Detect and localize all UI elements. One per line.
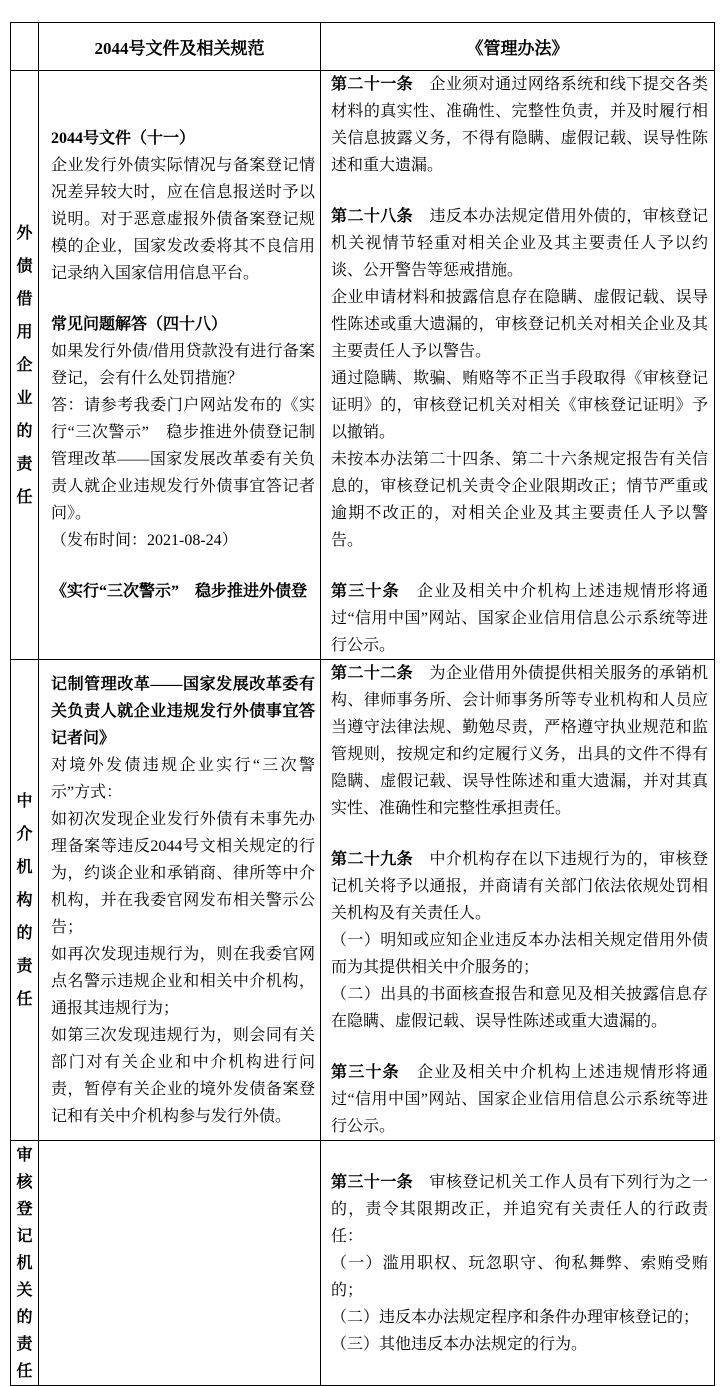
- clause-31-number: 第三十一条: [331, 1173, 414, 1191]
- row-label-enterprise: 外债借用企业的责任: [16, 224, 33, 506]
- clause-30-number: 第三十条: [331, 583, 400, 600]
- clause-21: [331, 71, 708, 179]
- clause-28: [331, 203, 708, 284]
- faq-heading: [51, 311, 315, 338]
- clause-28-paragraph: [331, 446, 708, 554]
- comparison-table-wrapper: [10, 22, 715, 1386]
- clause-29-item-2: [331, 981, 708, 1035]
- clause-31-item-3: [331, 1331, 708, 1358]
- clause-22-text: 为企业借用外债提供相关服务的承销机构、律师事务所、会计师事务所等专业机构和人员应当遵守法律法规、勤勉尽责，严格遵守执业规范和监管规则，按规定和约定履行义务，出具的文件不得有隐瞒、虚假记载、误导性陈述和重大遗漏，并对其真实性、准确性和完整性承担责任。: [331, 665, 708, 817]
- clause-22: [331, 660, 708, 822]
- clause-31: [331, 1169, 708, 1250]
- clause-28-paragraph: [331, 365, 708, 446]
- clause-31-item-3-text: （三）其他违反本办法规定的行为。: [331, 1335, 588, 1353]
- clause-22-number: 第二十二条: [331, 665, 414, 682]
- clause-30-repeat-text: 企业及相关中介机构上述违规情形将通过“信用中国”网站、国家企业信用信息公示系统等进行公示。: [331, 1064, 708, 1135]
- cell-intermediary-docs: [39, 660, 321, 1141]
- clause-28-paragraph-text: 未按本办法第二十四条、第二十六条规定报告有关信息的，审核登记机关责令企业限期改正；情节严重或逾期不改正的，对相关企业及其主要责任人予以警告。: [331, 451, 708, 549]
- warning-third: [51, 1022, 315, 1130]
- clause-29: [331, 846, 708, 927]
- faq-answer-text: 答：请参考我委门户网站发布的《实行“三次警示” 稳步推进外债登记制管理改革——国家发展改革委有关负责人就企业违规发行外债事宜答记者问》。: [51, 397, 315, 522]
- clause-21-text: 企业须对通过网络系统和线下提交各类材料的真实性、准确性、完整性负责，并及时履行相关信息披露义务，不得有隐瞒、虚假记载、误导性陈述和重大遗漏。: [331, 76, 708, 174]
- warning-method-intro: [51, 752, 315, 806]
- clause-31-text: 审核登记机关工作人员有下列行为之一的，责令其限期改正，并追究有关责任人的行政责任：: [331, 1173, 708, 1245]
- row-label-authority: 审核登记机关的责任: [16, 1146, 33, 1380]
- faq-question: [51, 338, 315, 392]
- clause-31-item-1: [331, 1250, 708, 1304]
- warning-third-text: 如第三次发现违规行为，则会同有关部门对有关企业和中介机构进行问责，暂停有关企业的境外发债备案登记和有关中介机构参与发行外债。: [51, 1026, 315, 1125]
- publish-date: [51, 527, 315, 554]
- warning-method-intro-text: 对境外发债违规企业实行“三次警示”方式：: [51, 756, 315, 801]
- clause-28-paragraph-text: 企业申请材料和披露信息存在隐瞒、虚假记载、误导性陈述或重大遗漏的，审核登记机关对相关企业及其主要责任人予以警告。: [331, 289, 708, 360]
- clause-30-repeat: [331, 1059, 708, 1140]
- clause-21-number: 第二十一条: [331, 76, 414, 93]
- doc-heading-text: 2044号文件（十一）: [51, 130, 196, 147]
- notice-title-continued-text: 记制管理改革——国家发展改革委有关负责人就企业违规发行外债事宜答记者问》: [51, 675, 315, 747]
- cell-enterprise-docs: [39, 71, 321, 660]
- warning-first-text: 如初次发现企业发行外债有未事先办理备案等违反2044号文相关规定的行为，约谈企业和承销商、律所等中介机构，并在我委官网发布相关警示公告；: [51, 810, 315, 936]
- cell-intermediary-measures: [321, 660, 715, 1141]
- clause-30-repeat-number: 第三十条: [331, 1064, 400, 1081]
- regulation-comparison-table: [10, 22, 715, 1386]
- header-corner-cell: [11, 23, 39, 71]
- clause-29-item-1-text: （一）明知或应知企业违反本办法相关规定借用外债而为其提供相关中介服务的；: [331, 932, 708, 976]
- clause-28-paragraph-text: 通过隐瞒、欺骗、贿赂等不正当手段取得《审核登记证明》的，审核登记机关对相关《审核登记证明》予以撤销。: [331, 370, 708, 441]
- cell-enterprise-measures: [321, 71, 715, 660]
- warning-second-text: 如再次发现违规行为，则在我委官网点名警示违规企业和相关中介机构，通报其违规行为；: [51, 945, 315, 1017]
- faq-heading-text: 常见问题解答（四十八）: [51, 316, 228, 333]
- row-label-cell-intermediary: [11, 660, 39, 1141]
- row-label-cell-authority: [11, 1141, 39, 1386]
- notice-title-continued: [51, 671, 315, 752]
- clause-30: [331, 578, 708, 659]
- row-label-intermediary: 中介机构的责任: [16, 792, 33, 1008]
- doc-heading: [51, 125, 315, 152]
- header-docs-column: 2044号文件及相关规范: [39, 23, 321, 71]
- clause-31-item-2-text: （二）违反本办法规定程序和条件办理审核登记的；: [331, 1308, 700, 1326]
- clause-29-item-1: [331, 927, 708, 981]
- notice-title-start-text: 《实行“三次警示” 稳步推进外债登: [51, 583, 308, 600]
- clause-29-item-2-text: （二）出具的书面核查报告和意见及相关披露信息存在隐瞒、虚假记载、误导性陈述或重大遗漏的。: [331, 986, 708, 1030]
- clause-31-item-2: [331, 1304, 708, 1331]
- row-authority-responsibility: [11, 1141, 715, 1386]
- clause-29-text: 中介机构存在以下违规行为的，审核登记机关将予以通报，并商请有关部门依法依规处罚相关机构及有关责任人。: [331, 851, 708, 922]
- publish-date-text: （发布时间：2021-08-24）: [51, 532, 238, 549]
- clause-29-number: 第二十九条: [331, 851, 414, 868]
- cell-authority-measures: [321, 1141, 715, 1386]
- cell-authority-docs-empty: [39, 1141, 321, 1386]
- clause-28-paragraph: [331, 284, 708, 365]
- clause-30-text: 企业及相关中介机构上述违规情形将通过“信用中国”网站、国家企业信用信息公示系统等进行公示。: [331, 583, 708, 654]
- row-enterprise-responsibility: [11, 71, 715, 660]
- clause-31-item-1-text: （一）滥用职权、玩忽职守、徇私舞弊、索贿受贿的；: [331, 1254, 708, 1299]
- row-label-cell-enterprise: [11, 71, 39, 660]
- header-measures-column: 《管理办法》: [321, 23, 715, 71]
- warning-second: [51, 941, 315, 1022]
- clause-28-text: 违反本办法规定借用外债的，审核登记机关视情节轻重对相关企业及其主要责任人予以约谈、公开警告等惩戒措施。: [331, 208, 708, 279]
- warning-first: [51, 806, 315, 941]
- faq-answer: [51, 392, 315, 527]
- row-intermediary-responsibility: [11, 660, 715, 1141]
- doc-paragraph-text: 企业发行外债实际情况与备案登记情况差异较大时，应在信息报送时予以说明。对于恶意虚报外债备案登记规模的企业，国家发改委将其不良信用记录纳入国家信用信息平台。: [51, 157, 315, 282]
- header-row: [11, 23, 715, 71]
- doc-paragraph: [51, 152, 315, 287]
- notice-title-start: [51, 578, 315, 605]
- faq-question-text: 如果发行外债/借用贷款没有进行备案登记，会有什么处罚措施？: [51, 343, 315, 387]
- clause-28-number: 第二十八条: [331, 208, 414, 225]
